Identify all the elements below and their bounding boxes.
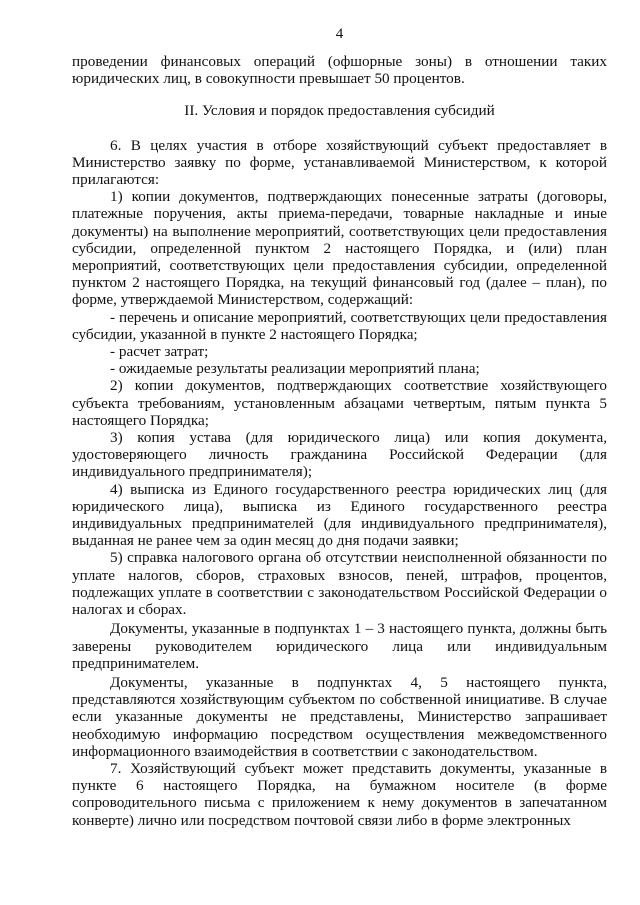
paragraph-7: 7. Хозяйствующий субъект может представить документы, указанные в пункте 6 настоящего Порядка, на бумажном носителе (в форме сопроводительного письма с приложением к нему документов в запечатанном конверте) лично или посредством почтовой связи либо в форме электронных — [72, 759, 607, 829]
intro-paragraph: проведении финансовых операций (офшорные зоны) в отношении таких юридических лиц, в совокупности превышает 50 процентов. — [72, 53, 607, 88]
plan-item-cost: - расчет затрат; — [110, 343, 209, 361]
document-page — [72, 26, 607, 829]
subitem-5: 5) справка налогового органа об отсутствии неисполненной обязанности по уплате налогов, сборов, страховых взносов, пеней, штрафов, процентов, подлежащих уплате в соответствии с законодательством Российской Федерации о налогах и сборах. — [72, 549, 607, 619]
subitem-4: 4) выписка из Единого государственного реестра юридических лиц (для юридического лица), выписка из Единого государственного реестра индивидуальных предпринимателей (для индивидуального предпринимателя), выданная не ранее чем за один месяц до дня подачи заявки; — [72, 480, 607, 550]
documents-initiative-paragraph: Документы, указанные в подпунктах 4, 5 настоящего пункта, представляются хозяйствующим субъектом по собственной инициативе. В случае если указанные документы не представлены, Министерство запрашивает необходимую информацию посредством осуществления межведомственного информационного взаимодействия в соответствии с законодательством. — [72, 673, 607, 760]
page-number: 4 — [335, 26, 344, 42]
subitem-1: 1) копии документов, подтверждающих понесенные затраты (договоры, платежные поручения, акты приема-передачи, товарные накладные и иные документы) на выполнение мероприятий, соответствующих цели предоставления субсидии, определенной пунктом 2 настоящего Порядка, и (или) план мероприятий, соответствующих цели предоставления субсидии, определенной пунктом 2 настоящего Порядка, на текущий финансовый год (далее – план), по форме, утверждаемой Министерством, содержащий: — [72, 188, 607, 309]
plan-item-list: - перечень и описание мероприятий, соответствующих цели предоставления субсидии, указанной в пункте 2 настоящего Порядка; — [72, 308, 607, 343]
plan-item-results: - ожидаемые результаты реализации мероприятий плана; — [110, 360, 480, 378]
subitem-3: 3) копия устава (для юридического лица) или копия документа, удостоверяющего личность гражданина Российской Федерации (для индивидуального предпринимателя); — [72, 429, 607, 481]
section-title: II. Условия и порядок предоставления субсидий — [184, 102, 495, 120]
subitem-2: 2) копии документов, подтверждающих соответствие хозяйствующего субъекта требованиям, установленным абзацами четвертым, пятым пункта 5 настоящего Порядка; — [72, 377, 607, 429]
paragraph-6: 6. В целях участия в отборе хозяйствующий субъект предоставляет в Министерство заявку по форме, устанавливаемой Министерством, к которой прилагаются: — [72, 136, 607, 189]
documents-certified-paragraph: Документы, указанные в подпунктах 1 – 3 настоящего пункта, должны быть заверены руководителем юридического лица или индивидуальным предпринимателем. — [72, 620, 607, 672]
